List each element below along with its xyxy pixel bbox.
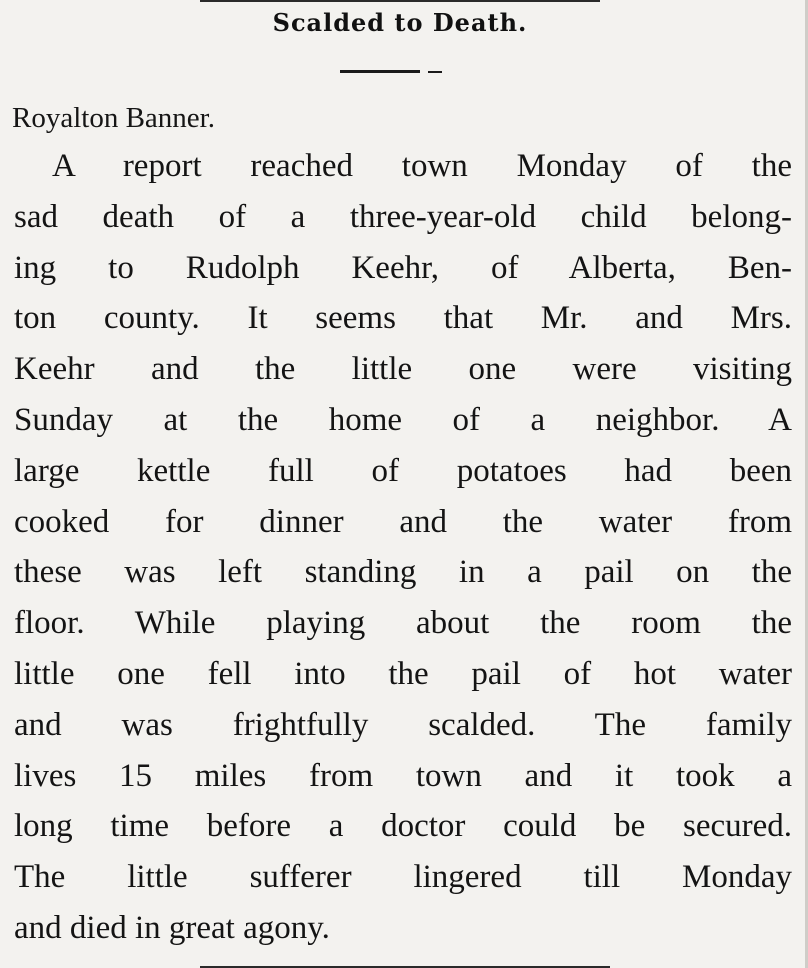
article-line: ton county. It seems that Mr. and Mrs. — [14, 300, 792, 337]
article-line: Keehr and the little one were visiting — [14, 351, 792, 388]
article-line: large kettle full of potatoes had been — [14, 452, 792, 489]
article-line: lives 15 miles from town and it took a — [14, 757, 792, 794]
article-line: ing to Rudolph Keehr, of Alberta, Ben- — [14, 249, 792, 286]
article-line: floor. While playing about the room the — [14, 605, 792, 642]
article-body — [14, 141, 792, 954]
headline: Scalded to Death. — [272, 8, 528, 37]
article-line: long time before a doctor could be secured. — [14, 808, 792, 845]
headline-separator — [340, 70, 420, 73]
article-line: Sunday at the home of a neighbor. A — [14, 401, 792, 438]
article-line: A report reached town Monday of the — [52, 148, 792, 184]
top-column-rule — [200, 0, 600, 2]
article-line: and was frightfully scalded. The family — [14, 706, 792, 743]
article-line: and died in great agony. — [14, 909, 330, 946]
article-line: cooked for dinner and the water from — [14, 503, 792, 540]
article-line: sad death of a three-year-old child belong- — [14, 198, 792, 235]
article-line: The little sufferer lingered till Monday — [14, 859, 792, 896]
headline-separator-tail — [428, 71, 442, 73]
article-line: little one fell into the pail of hot water — [14, 655, 792, 692]
source-line: Royalton Banner. — [12, 102, 215, 134]
article-line: these was left standing in a pail on the — [14, 554, 792, 591]
